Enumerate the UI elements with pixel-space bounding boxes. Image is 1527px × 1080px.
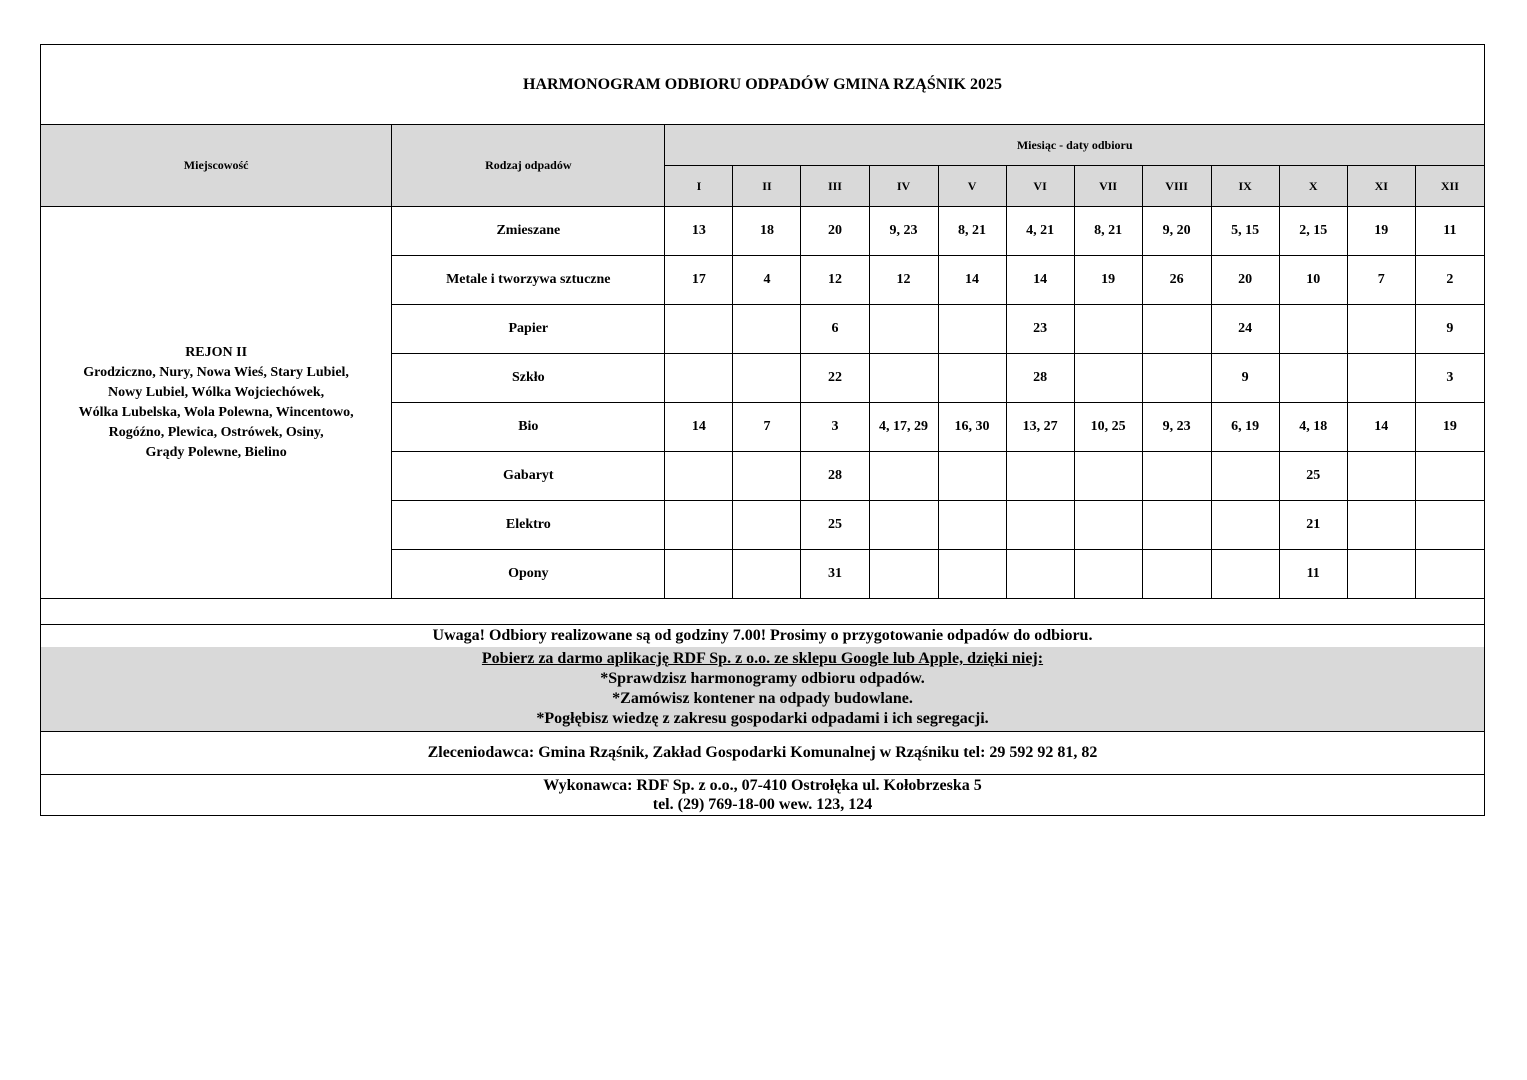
- pickup-date-cell: 28: [801, 452, 869, 501]
- pickup-date-cell: 9, 23: [869, 207, 938, 256]
- pickup-date-cell: [869, 305, 938, 354]
- waste-type-cell: Szkło: [392, 354, 665, 403]
- pickup-date-cell: [1279, 305, 1347, 354]
- pickup-date-cell: 13: [665, 207, 733, 256]
- pickup-date-cell: [665, 550, 733, 599]
- pickup-date-cell: [1006, 550, 1074, 599]
- pickup-date-cell: 25: [1279, 452, 1347, 501]
- pickup-date-cell: [1347, 452, 1415, 501]
- pickup-date-cell: [1415, 452, 1484, 501]
- pickup-date-cell: [1211, 501, 1279, 550]
- waste-type-cell: Papier: [392, 305, 665, 354]
- month-header: XI: [1347, 166, 1415, 207]
- contractor-phone: tel. (29) 769-18-00 wew. 123, 124: [652, 796, 873, 813]
- pickup-date-cell: 2, 15: [1279, 207, 1347, 256]
- pickup-date-cell: 11: [1415, 207, 1484, 256]
- pickup-date-cell: [1347, 550, 1415, 599]
- pickup-date-cell: 19: [1347, 207, 1415, 256]
- month-header: IV: [869, 166, 938, 207]
- pickup-date-cell: 14: [938, 256, 1006, 305]
- waste-type-cell: Zmieszane: [392, 207, 665, 256]
- pickup-date-cell: [1347, 354, 1415, 403]
- pickup-date-cell: 12: [869, 256, 938, 305]
- pickup-date-cell: 13, 27: [1006, 403, 1074, 452]
- client-info: Zleceniodawca: Gmina Rząśnik, Zakład Gospodarki Komunalnej w Rząśniku tel: 29 592 92 81, 82: [41, 732, 1484, 775]
- waste-type-cell: Bio: [392, 403, 665, 452]
- pickup-date-cell: [1142, 501, 1211, 550]
- pickup-date-cell: [869, 452, 938, 501]
- pickup-date-cell: 12: [801, 256, 869, 305]
- pickup-date-cell: [733, 452, 801, 501]
- pickup-date-cell: 10, 25: [1074, 403, 1142, 452]
- footer-section: [40, 599, 1485, 816]
- region-locality-line: Rogóźno, Plewica, Ostrówek, Osiny,: [108, 424, 324, 440]
- schedule-document: [40, 44, 1485, 816]
- pickup-date-cell: 25: [801, 501, 869, 550]
- pickup-date-cell: [938, 305, 1006, 354]
- pickup-date-cell: 9: [1211, 354, 1279, 403]
- header-locality: Miejscowość: [41, 125, 392, 207]
- month-header: II: [733, 166, 801, 207]
- month-header: X: [1279, 166, 1347, 207]
- schedule-table: [40, 44, 1485, 599]
- pickup-date-cell: [1211, 550, 1279, 599]
- pickup-date-cell: [733, 501, 801, 550]
- pickup-date-cell: [1142, 550, 1211, 599]
- contractor-info: [41, 775, 1484, 815]
- pickup-date-cell: [1415, 501, 1484, 550]
- pickup-date-cell: 19: [1415, 403, 1484, 452]
- region-locality-line: Wólka Lubelska, Wola Polewna, Wincentowo,: [78, 404, 354, 420]
- pickup-date-cell: 17: [665, 256, 733, 305]
- pickup-date-cell: 18: [733, 207, 801, 256]
- pickup-date-cell: [733, 550, 801, 599]
- pickup-date-cell: 4, 18: [1279, 403, 1347, 452]
- pickup-date-cell: 4, 17, 29: [869, 403, 938, 452]
- pickup-date-cell: [938, 501, 1006, 550]
- region-locality-line: Grądy Polewne, Bielino: [145, 444, 287, 460]
- region-name: REJON II: [185, 344, 248, 360]
- month-header: V: [938, 166, 1006, 207]
- region-cell: [41, 207, 392, 599]
- month-header: VII: [1074, 166, 1142, 207]
- pickup-date-cell: 28: [1006, 354, 1074, 403]
- pickup-date-cell: [869, 354, 938, 403]
- pickup-date-cell: 21: [1279, 501, 1347, 550]
- pickup-date-cell: 22: [801, 354, 869, 403]
- pickup-date-cell: 14: [1347, 403, 1415, 452]
- app-promo-item: *Zamówisz kontener na odpady budowlane.: [612, 690, 913, 707]
- pickup-date-cell: 10: [1279, 256, 1347, 305]
- pickup-date-cell: [938, 354, 1006, 403]
- month-header: III: [801, 166, 869, 207]
- month-header: VIII: [1142, 166, 1211, 207]
- pickup-date-cell: 6, 19: [1211, 403, 1279, 452]
- waste-type-cell: Elektro: [392, 501, 665, 550]
- month-header: VI: [1006, 166, 1074, 207]
- table-row: [41, 207, 1485, 256]
- region-locality-line: Nowy Lubiel, Wólka Wojciechówek,: [108, 384, 325, 400]
- pickup-date-cell: [1074, 305, 1142, 354]
- pickup-date-cell: 2: [1415, 256, 1484, 305]
- page-title: HARMONOGRAM ODBIORU ODPADÓW GMINA RZĄŚNIK 2025: [41, 45, 1485, 125]
- pickup-date-cell: [665, 305, 733, 354]
- pickup-date-cell: 7: [733, 403, 801, 452]
- pickup-date-cell: 16, 30: [938, 403, 1006, 452]
- header-months-group: Miesiąc - daty odbioru: [665, 125, 1485, 166]
- pickup-date-cell: [1279, 354, 1347, 403]
- pickup-date-cell: [869, 501, 938, 550]
- waste-type-cell: Opony: [392, 550, 665, 599]
- pickup-notice: Uwaga! Odbiory realizowane są od godziny 7.00! Prosimy o przygotowanie odpadów do odbioru.: [432, 627, 1093, 644]
- pickup-date-cell: [1074, 354, 1142, 403]
- pickup-date-cell: 8, 21: [938, 207, 1006, 256]
- pickup-date-cell: 24: [1211, 305, 1279, 354]
- contractor-address: Wykonawca: RDF Sp. z o.o., 07-410 Ostrołęka ul. Kołobrzeska 5: [543, 777, 982, 794]
- month-header: IX: [1211, 166, 1279, 207]
- pickup-date-cell: [869, 550, 938, 599]
- pickup-date-cell: [733, 305, 801, 354]
- pickup-date-cell: [1074, 452, 1142, 501]
- pickup-date-cell: 23: [1006, 305, 1074, 354]
- pickup-date-cell: 6: [801, 305, 869, 354]
- pickup-date-cell: 14: [665, 403, 733, 452]
- pickup-date-cell: [1142, 452, 1211, 501]
- pickup-date-cell: [1074, 501, 1142, 550]
- pickup-date-cell: 9, 20: [1142, 207, 1211, 256]
- app-promo-heading: Pobierz za darmo aplikację RDF Sp. z o.o. ze sklepu Google lub Apple, dzięki niej:: [481, 650, 1044, 667]
- pickup-date-cell: [665, 501, 733, 550]
- pickup-date-cell: [1142, 354, 1211, 403]
- pickup-date-cell: 11: [1279, 550, 1347, 599]
- pickup-date-cell: 20: [801, 207, 869, 256]
- pickup-date-cell: [665, 354, 733, 403]
- pickup-date-cell: [1006, 501, 1074, 550]
- pickup-date-cell: [938, 550, 1006, 599]
- month-header: I: [665, 166, 733, 207]
- pickup-date-cell: 9: [1415, 305, 1484, 354]
- pickup-date-cell: 4: [733, 256, 801, 305]
- spacer-row: [41, 599, 1484, 625]
- pickup-date-cell: [1211, 452, 1279, 501]
- pickup-date-cell: [1142, 305, 1211, 354]
- waste-type-cell: Gabaryt: [392, 452, 665, 501]
- month-header: XII: [1415, 166, 1484, 207]
- app-promo-item: *Pogłębisz wiedzę z zakresu gospodarki odpadami i ich segregacji.: [536, 710, 989, 727]
- pickup-date-cell: [1006, 452, 1074, 501]
- pickup-date-cell: 14: [1006, 256, 1074, 305]
- pickup-date-cell: 20: [1211, 256, 1279, 305]
- app-promo: [41, 647, 1484, 732]
- header-waste-type: Rodzaj odpadów: [392, 125, 665, 207]
- pickup-date-cell: 31: [801, 550, 869, 599]
- pickup-date-cell: [1347, 305, 1415, 354]
- pickup-date-cell: [733, 354, 801, 403]
- pickup-date-cell: [938, 452, 1006, 501]
- pickup-date-cell: [1347, 501, 1415, 550]
- region-locality-line: Grodziczno, Nury, Nowa Wieś, Stary Lubiel,: [83, 364, 349, 380]
- waste-type-cell: Metale i tworzywa sztuczne: [392, 256, 665, 305]
- pickup-date-cell: 26: [1142, 256, 1211, 305]
- pickup-date-cell: [665, 452, 733, 501]
- pickup-date-cell: 8, 21: [1074, 207, 1142, 256]
- pickup-date-cell: 19: [1074, 256, 1142, 305]
- pickup-date-cell: 3: [801, 403, 869, 452]
- app-promo-item: *Sprawdzisz harmonogramy odbioru odpadów.: [600, 670, 925, 687]
- pickup-date-cell: [1074, 550, 1142, 599]
- pickup-date-cell: 9, 23: [1142, 403, 1211, 452]
- pickup-date-cell: 3: [1415, 354, 1484, 403]
- pickup-date-cell: 4, 21: [1006, 207, 1074, 256]
- pickup-date-cell: 7: [1347, 256, 1415, 305]
- pickup-date-cell: [1415, 550, 1484, 599]
- pickup-date-cell: 5, 15: [1211, 207, 1279, 256]
